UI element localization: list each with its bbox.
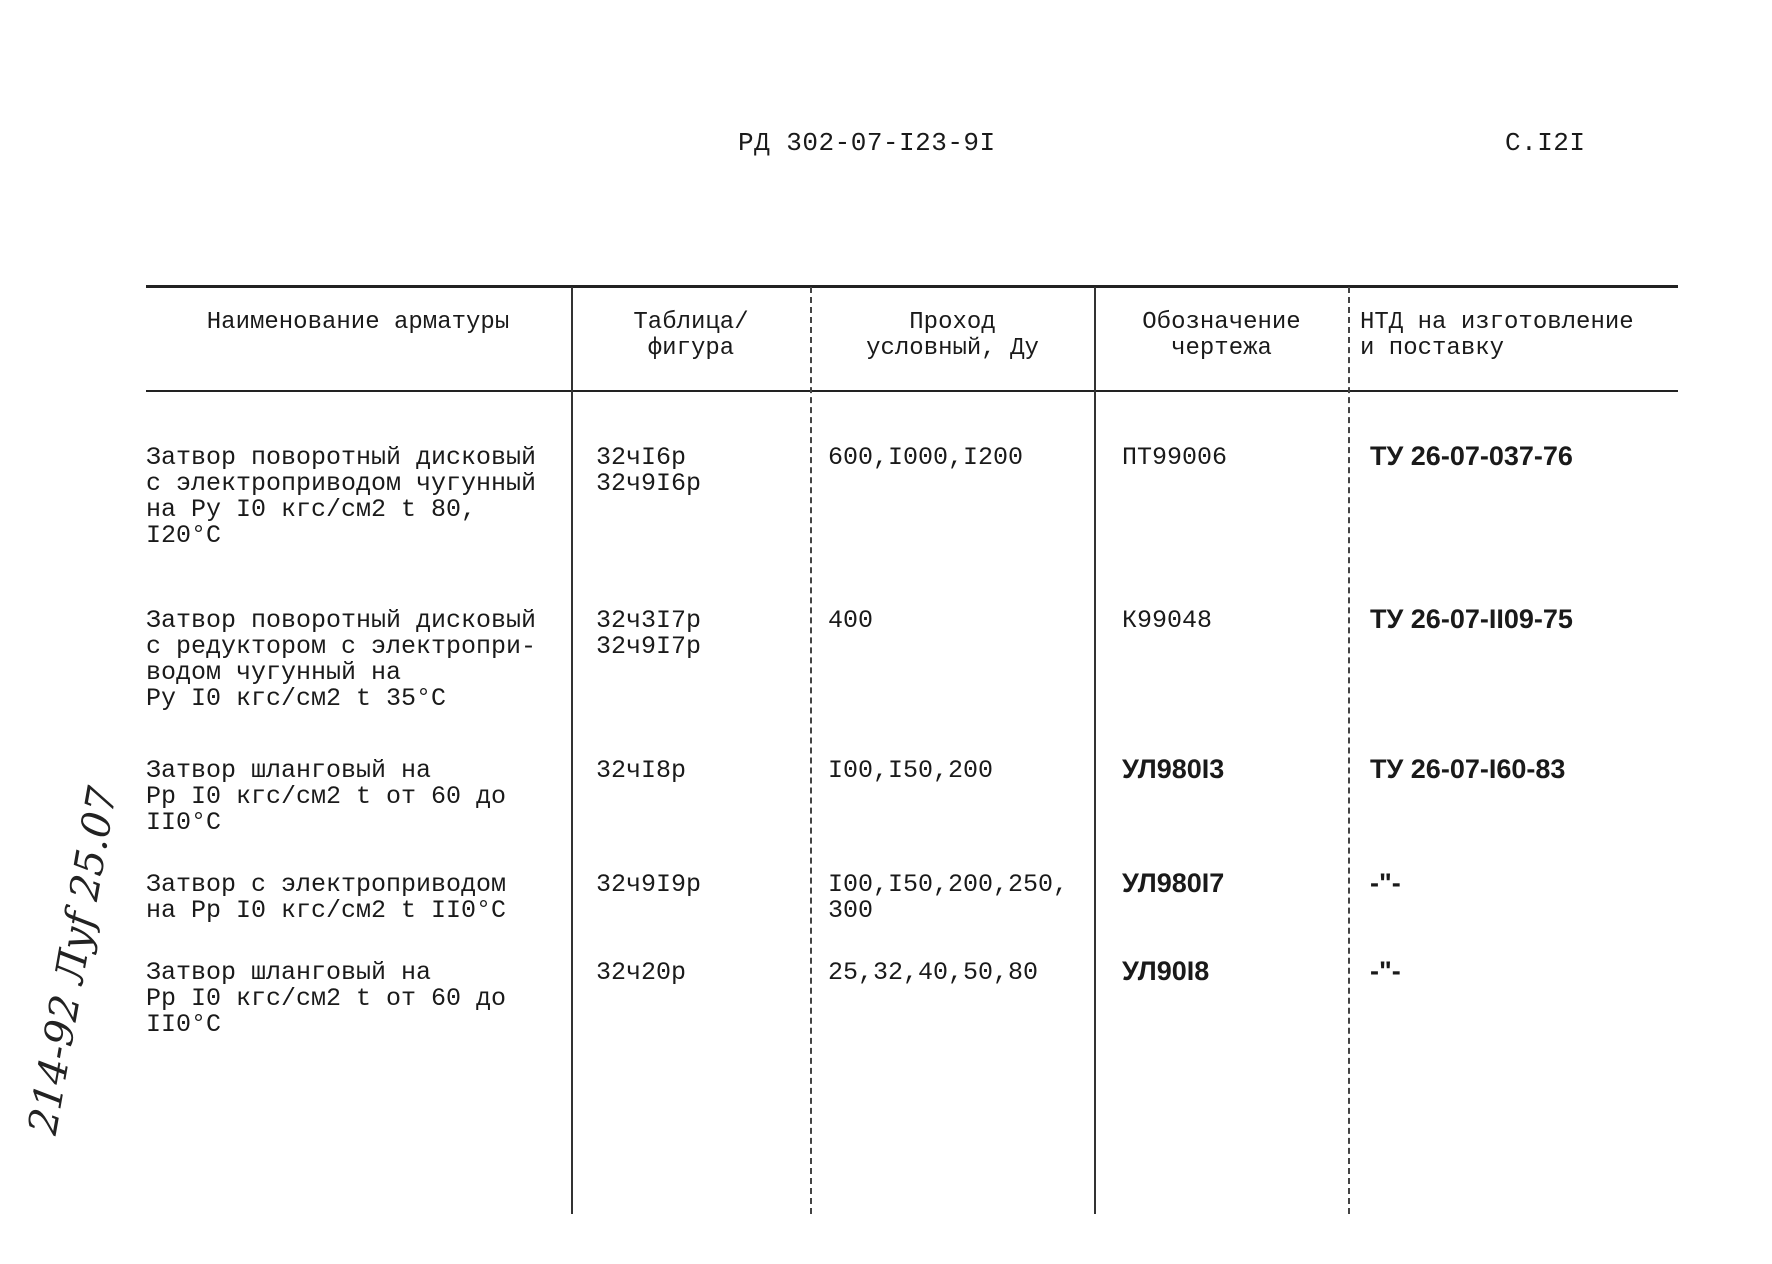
cell-figure: 32чI8р [596,756,687,785]
column-header-name: Наименование арматуры [206,309,510,336]
document-code: РД 302-07-I23-9I [738,128,996,158]
cell-dn: I00,I50,200 [828,756,994,785]
cell-name: Затвор с электроприводом на Рр I0 кгс/см2 t II0°C [146,870,507,925]
cell-drawing: УЛ90I8 [1122,956,1210,986]
table-header-rule [146,390,1678,392]
cell-figure: 32ч9I9р [596,870,702,899]
cell-ntd: ТУ 26-07-037-76 [1370,441,1573,471]
cell-drawing: УЛ980I3 [1122,754,1225,784]
column-divider-1 [571,287,573,1214]
cell-dn: I00,I50,200,250, 300 [828,870,1069,925]
cell-name: Затвор шланговый на Рр I0 кгс/см2 t от 60 до II0°C [146,756,507,837]
cell-figure: 32чI6р 32ч9I6р [596,443,702,498]
cell-ntd: -"- [1370,956,1401,986]
column-divider-4 [1348,287,1350,1214]
column-header-dn: Проход условный, Ду [866,309,1039,362]
cell-dn: 600,I000,I200 [828,443,1024,472]
cell-drawing: ПТ99006 [1122,443,1228,472]
cell-name: Затвор шланговый на Рр I0 кгс/см2 t от 60 до II0°C [146,958,507,1039]
cell-ntd: -"- [1370,868,1401,898]
cell-figure: 32ч3I7р 32ч9I7р [596,606,702,661]
cell-dn: 25,32,40,50,80 [828,958,1039,987]
column-divider-3 [1094,287,1096,1214]
column-header-drawing: Обозначение чертежа [1142,309,1301,362]
cell-ntd: ТУ 26-07-II09-75 [1370,604,1573,634]
cell-name: Затвор поворотный дисковый с электроприводом чугунный на Ру I0 кгс/см2 t 80, I20°C [146,443,537,550]
column-divider-2 [810,287,812,1214]
column-header-ntd: НТД на изготовление и поставку [1360,309,1634,362]
cell-drawing: К99048 [1122,606,1213,635]
cell-dn: 400 [828,606,874,635]
cell-figure: 32ч20р [596,958,687,987]
cell-ntd: ТУ 26-07-I60-83 [1370,754,1566,784]
handwritten-margin-note: 214-92 Луf 25.07 [20,783,127,1138]
column-header-figure: Таблица/ фигура [633,309,749,362]
table-top-rule [146,285,1678,288]
page-number: С.I2I [1505,128,1586,158]
cell-name: Затвор поворотный дисковый с редуктором с электропри- водом чугунный на Ру I0 кгс/см2 t 35°C [146,606,537,713]
cell-drawing: УЛ980I7 [1122,868,1225,898]
